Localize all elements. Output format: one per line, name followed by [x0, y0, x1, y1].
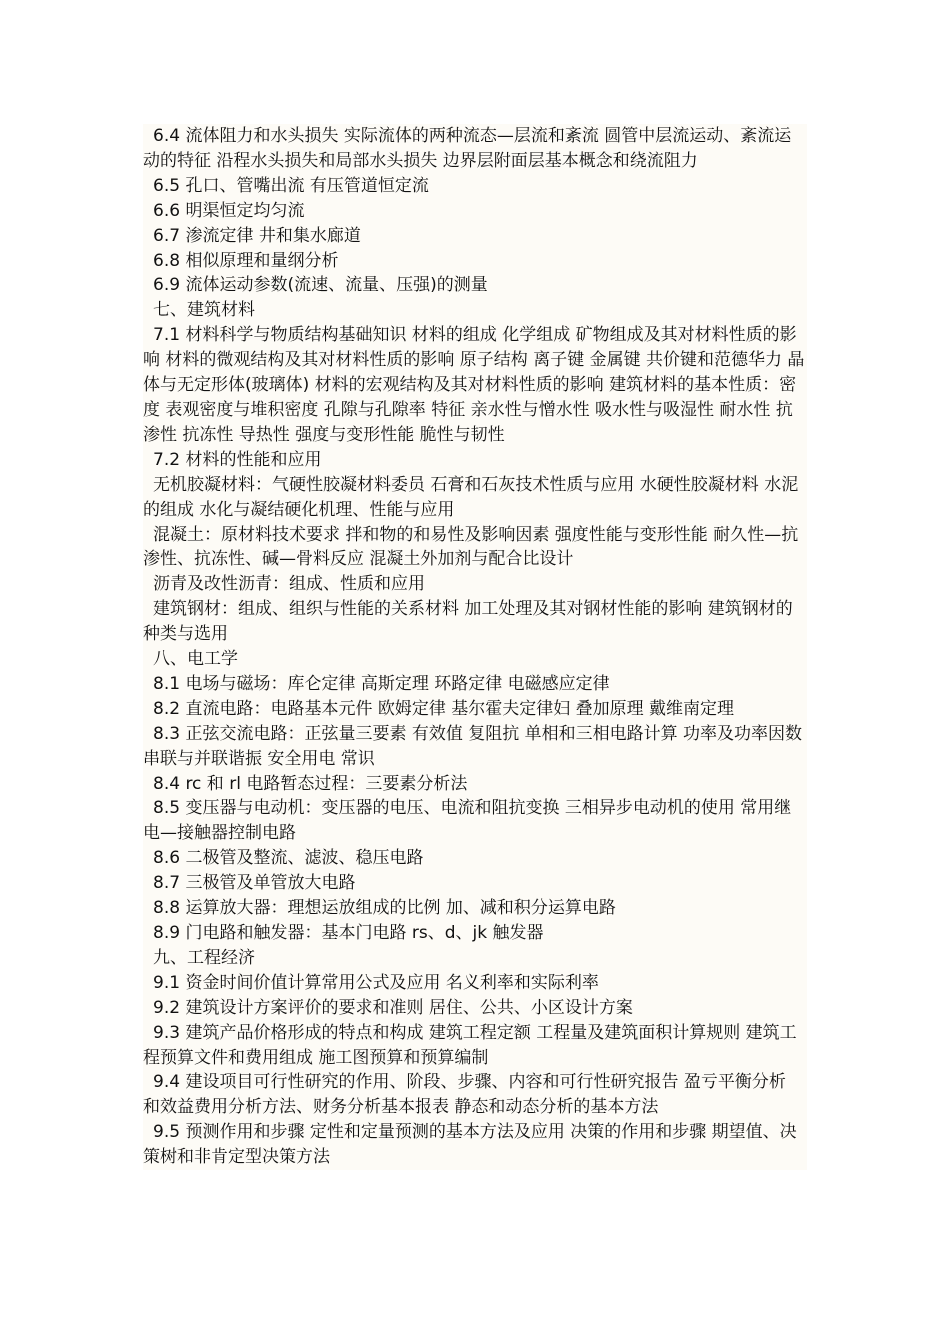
paragraph-9-2: 9.2 建筑设计方案评价的要求和准则 居住、公共、小区设计方案 — [153, 997, 633, 1018]
paragraph-inorganic-binders: 无机胶凝材料：气硬性胶凝材料委员 石膏和石灰技术性质与应用 水硬性胶凝材料 水泥的组成 水化与凝结硬化机理、性能与应用 — [143, 474, 799, 520]
paragraph-8-9: 8.9 门电路和触发器：基本门电路 rs、d、jk 触发器 — [153, 923, 544, 943]
paragraph-8-7: 8.7 三极管及单管放大电路 — [153, 873, 356, 894]
section-heading-9: 九、工程经济 — [153, 947, 255, 968]
paragraph-8-6: 8.6 二极管及整流、滤波、稳压电路 — [153, 848, 424, 869]
paragraph-concrete: 混凝土：原材料技术要求 拌和物的和易性及影响因素 强度性能与变形性能 耐久性—抗渗性、抗冻性、碱—骨料反应 混凝土外加剂与配合比设计 — [143, 524, 799, 570]
paragraph-6-4: 6.4 流体阻力和水头损失 实际流体的两种流态—层流和紊流 圆管中层流运动、紊流运动的特征 沿程水头损失和局部水头损失 边界层附面层基本概念和绕流阻力 — [143, 126, 792, 171]
paragraph-6-9: 6.9 流体运动参数(流速、流量、压强)的测量 — [153, 275, 488, 296]
paragraph-8-8: 8.8 运算放大器：理想运放组成的比例 加、减和积分运算电路 — [153, 898, 616, 919]
paragraph-7-1: 7.1 材料科学与物质结构基础知识 材料的组成 化学组成 矿物组成及其对材料性质的影响 材料的微观结构及其对材料性质的影响 原子结构 离子键 金属键 共价键和范德华力 晶体与无定形体(玻璃体) 材料的宏观结构及其对材料性质的影响 建筑材料的基本性质：密度 表观密度与堆积密度 孔隙与孔隙率 特征 亲水性与憎水性 吸水性与吸湿性 耐水性 抗渗性 抗冻性 导热性 强度与变形性能 脆性与韧性 — [143, 325, 805, 445]
document-body — [143, 124, 807, 1170]
section-heading-8: 八、电工学 — [153, 649, 238, 670]
paragraph-9-5: 9.5 预测作用和步骤 定性和定量预测的基本方法及应用 决策的作用和步骤 期望值、决策树和非肯定型决策方法 — [143, 1122, 797, 1168]
paragraph-9-3: 9.3 建筑产品价格形成的特点和构成 建筑工程定额 工程量及建筑面积计算规则 建筑工程预算文件和费用组成 施工图预算和预算编制 — [143, 1022, 797, 1068]
paragraph-8-3: 8.3 正弦交流电路：正弦量三要素 有效值 复阻抗 单相和三相电路计算 功率及功率因数 串联与并联谐振 安全用电 常识 — [143, 723, 803, 769]
paragraph-8-5: 8.5 变压器与电动机：变压器的电压、电流和阻抗变换 三相异步电动机的使用 常用继电—接触器控制电路 — [143, 798, 792, 844]
paragraph-6-6: 6.6 明渠恒定均匀流 — [153, 200, 305, 221]
paragraph-8-4: 8.4 rc 和 rl 电路暂态过程：三要素分析法 — [153, 773, 468, 794]
paragraph-7-2: 7.2 材料的性能和应用 — [153, 449, 322, 470]
paragraph-6-5: 6.5 孔口、管嘴出流 有压管道恒定流 — [153, 175, 429, 196]
paragraph-asphalt: 沥青及改性沥青：组成、性质和应用 — [153, 574, 425, 595]
paragraph-8-2: 8.2 直流电路：电路基本元件 欧姆定律 基尔霍夫定律妇 叠加原理 戴维南定理 — [153, 698, 735, 719]
paragraph-9-1: 9.1 资金时间价值计算常用公式及应用 名义利率和实际利率 — [153, 972, 599, 993]
paragraph-steel: 建筑钢材：组成、组织与性能的关系材料 加工处理及其对钢材性能的影响 建筑钢材的种类与选用 — [143, 599, 793, 645]
paragraph-6-8: 6.8 相似原理和量纲分析 — [153, 250, 339, 271]
paragraph-6-7: 6.7 渗流定律 井和集水廊道 — [153, 225, 361, 246]
section-heading-7: 七、建筑材料 — [153, 300, 255, 321]
paragraph-8-1: 8.1 电场与磁场：库仑定律 高斯定理 环路定律 电磁感应定律 — [153, 673, 610, 694]
paragraph-9-4: 9.4 建设项目可行性研究的作用、阶段、步骤、内容和可行性研究报告 盈亏平衡分析 和效益费用分析方法、财务分析基本报表 静态和动态分析的基本方法 — [143, 1072, 786, 1118]
